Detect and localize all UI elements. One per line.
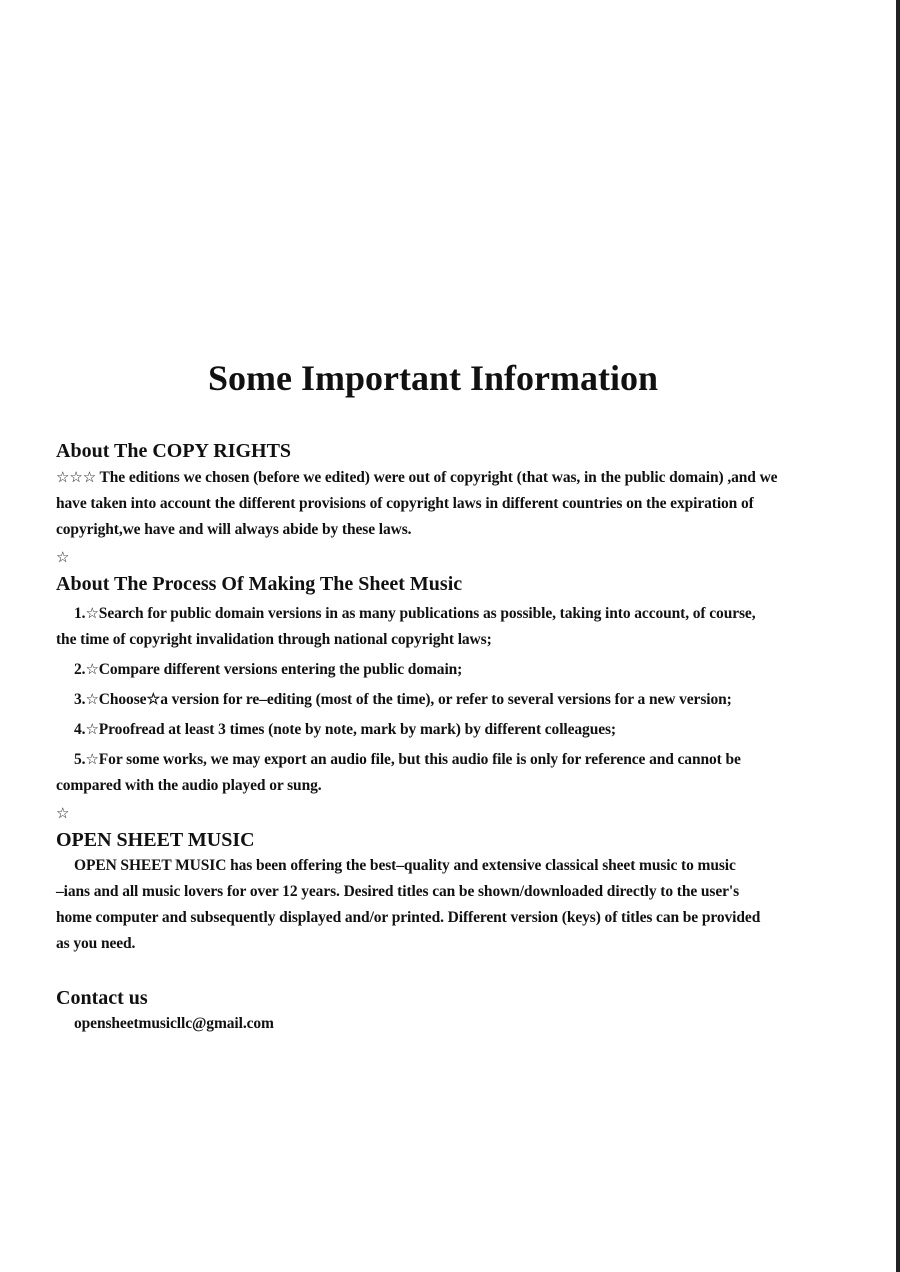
document-body bbox=[56, 438, 892, 1037]
process-item-5: 5.☆For some works, we may export an audio file, but this audio file is only for reference and cannot be bbox=[56, 746, 892, 773]
contact-email[interactable]: opensheetmusicllc@gmail.com bbox=[74, 1015, 274, 1032]
process-item-1-continued: the time of copyright invalidation through national copyright laws; bbox=[56, 631, 492, 648]
process-heading: About The Process Of Making The Sheet Music bbox=[56, 573, 463, 595]
osm-line-1: OPEN SHEET MUSIC has been offering the best–quality and extensive classical sheet music to music bbox=[74, 857, 736, 874]
star-bullets-icon: ☆☆☆ bbox=[56, 468, 97, 486]
osm-line-4: as you need. bbox=[56, 935, 136, 952]
open-sheet-music-paragraph bbox=[56, 853, 892, 957]
page-title: Some Important Information bbox=[208, 358, 658, 398]
open-sheet-music-heading: OPEN SHEET MUSIC bbox=[56, 829, 255, 851]
open-sheet-music-section bbox=[56, 827, 892, 957]
contact-paragraph bbox=[56, 1011, 892, 1037]
copyright-line-3: copyright,we have and will always abide by these laws. bbox=[56, 521, 412, 538]
process-item-5-continued: compared with the audio played or sung. bbox=[56, 777, 322, 794]
process-item-4: 4.☆Proofread at least 3 times (note by note, mark by mark) by different colleagues; bbox=[56, 716, 892, 743]
star-icon: ☆ bbox=[85, 690, 99, 708]
copyright-line-2: have taken into account the different provisions of copyright laws in different countries on the expiration of bbox=[56, 495, 754, 512]
contact-section bbox=[56, 985, 892, 1037]
osm-line-2: –ians and all music lovers for over 12 years. Desired titles can be shown/downloaded directly to the user's bbox=[56, 883, 740, 900]
star-icon: ☆ bbox=[85, 750, 99, 768]
star-icon: ☆ bbox=[85, 660, 99, 678]
star-icon: ☆ bbox=[85, 720, 99, 738]
copyright-heading: About The COPY RIGHTS bbox=[56, 440, 292, 462]
star-separator-icon: ☆ bbox=[56, 548, 70, 566]
process-item-3: 3.☆Choose☆a version for re–editing (most of the time), or refer to several versions for a new version; bbox=[56, 686, 892, 713]
copyright-line-1: ☆☆☆ The editions we chosen (before we edited) were out of copyright (that was, in the public domain) ,and we bbox=[56, 464, 898, 491]
process-section bbox=[56, 571, 892, 827]
star-icon: ☆ bbox=[85, 604, 99, 622]
copyright-paragraph bbox=[56, 464, 898, 543]
contact-heading: Contact us bbox=[56, 987, 148, 1009]
star-separator-icon: ☆ bbox=[56, 804, 70, 822]
osm-line-3: home computer and subsequently displayed and/or printed. Different version (keys) of titles can be provided bbox=[56, 909, 761, 926]
copyright-section bbox=[56, 438, 892, 571]
process-item-1: 1.☆Search for public domain versions in as many publications as possible, taking into account, of course, bbox=[56, 600, 892, 627]
process-item-2: 2.☆Compare different versions entering the public domain; bbox=[56, 656, 892, 683]
